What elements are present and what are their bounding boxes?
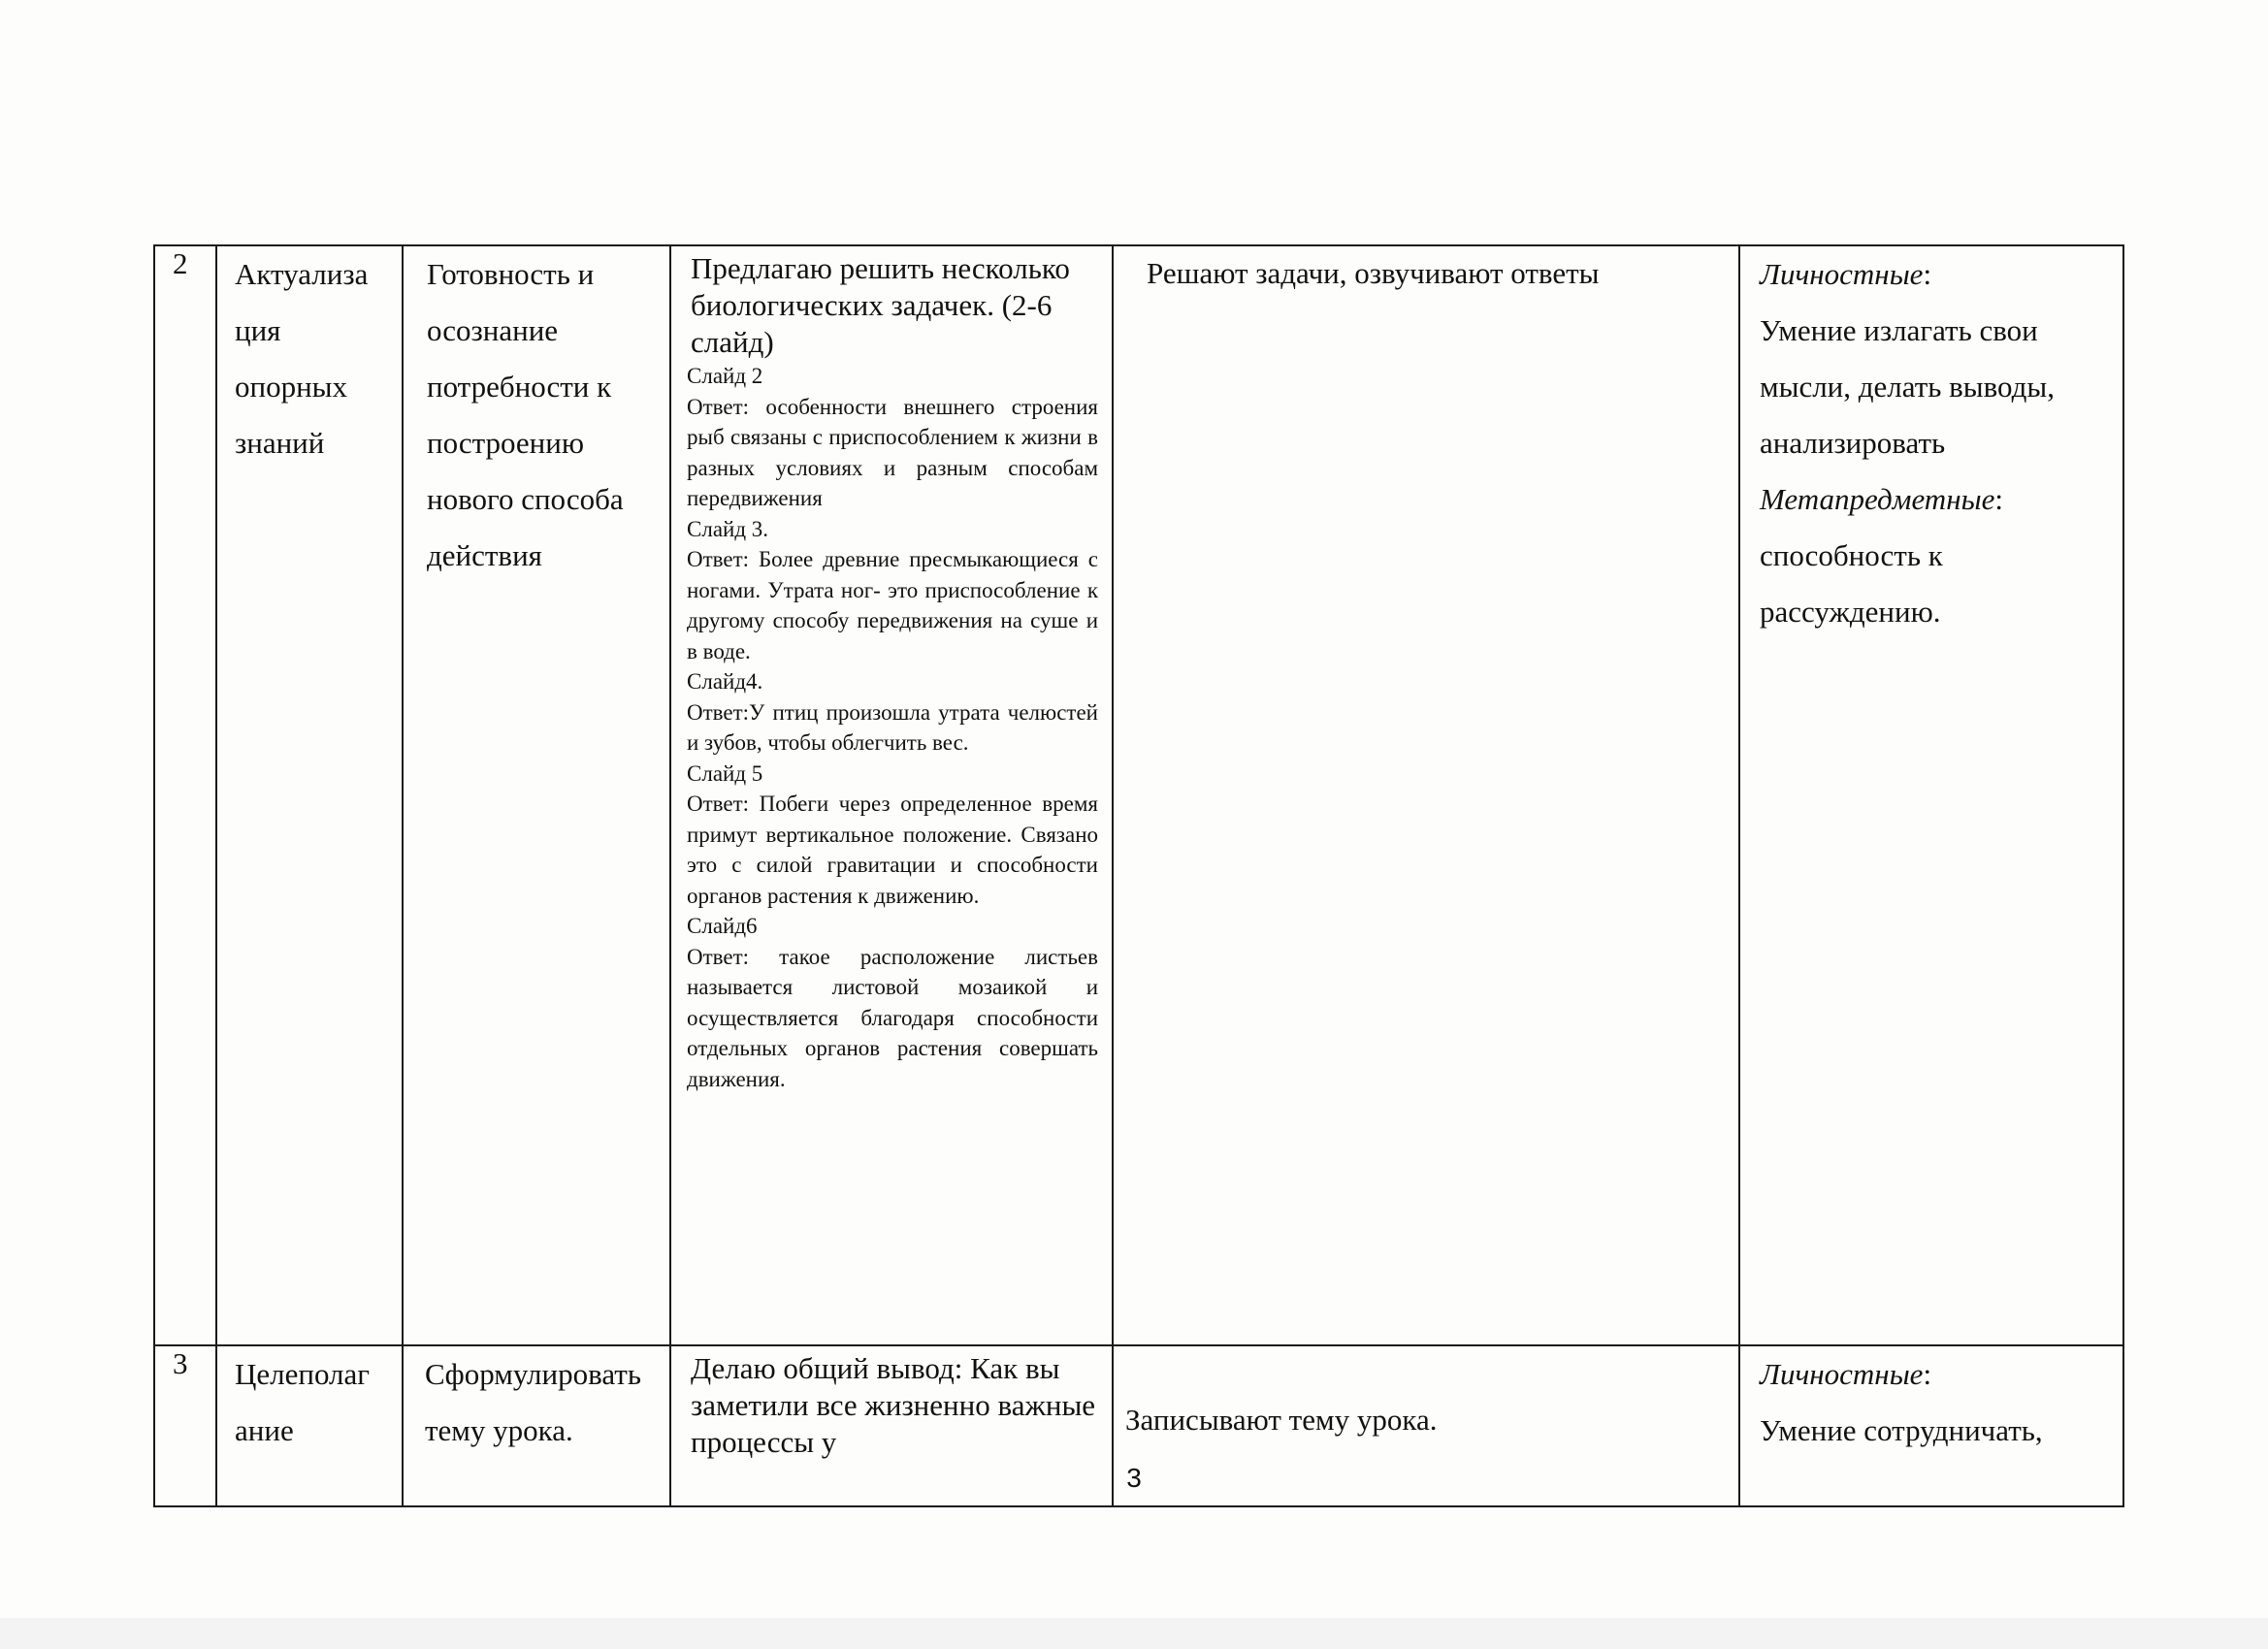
stage-name-line: Целеполаг (235, 1357, 371, 1391)
slide-answer: Ответ: Более древние пресмыкающиеся с ногами. Утрата ног- это приспособление к другому способу передвижения на суше и в воде. (687, 547, 1098, 663)
uud-cell (1739, 245, 2123, 1345)
table-row (154, 245, 2123, 1345)
goal-line: Готовность и (427, 257, 595, 291)
slide-answer: Ответ: особенности внешнего строения рыб связаны с приспособлением к жизни в разных условиях и разным способам передвижения (687, 394, 1098, 510)
slide-answer: Ответ:У птиц произошла утрата челюстей и зубов, чтобы облегчить вес. (687, 699, 1098, 755)
uud-personal-label: Личностные (1760, 257, 1924, 291)
stage-goal (403, 245, 670, 1345)
scan-bottom-strip (0, 1618, 2268, 1649)
goal-line: действия (427, 538, 542, 572)
pupil-activity: Решают задачи, озвучивают ответы (1113, 245, 1739, 1345)
uud-meta-text: способность к рассуждению. (1760, 538, 1943, 629)
slide-answer: Ответ: такое расположение листьев называется листовой мозаикой и осуществляется благодаря способности отдельных органов растения совершать движения. (687, 944, 1098, 1091)
goal-line: Сформулировать (425, 1357, 641, 1391)
pupil-activity: Записывают тему урока. (1113, 1345, 1739, 1506)
stage-number: 3 (154, 1345, 216, 1506)
page-number: 3 (1126, 1463, 1142, 1493)
goal-line: тему урока. (425, 1413, 573, 1447)
uud-personal-text: Умение излагать свои мысли, делать выводы, анализировать (1760, 313, 2056, 460)
uud-personal-heading: Личностные: (1760, 1357, 1932, 1391)
slide-answer: Ответ: Побеги через определенное время примут вертикальное положение. Связано это с силой гравитации и способности органов растения к движению. (687, 792, 1098, 908)
stage-name-line: Актуализа (235, 257, 369, 291)
stage-name (216, 245, 403, 1345)
slide-label: Слайд 3. (687, 516, 769, 541)
uud-personal-text: Умение сотрудничать, (1760, 1413, 2043, 1447)
uud-meta-heading: Метапредметные: (1760, 482, 2003, 516)
goal-line: нового способа (427, 482, 624, 516)
slide-label: Слайд4. (687, 669, 763, 694)
teacher-details (671, 361, 1112, 1094)
slide-label: Слайд6 (687, 914, 758, 938)
slide-label: Слайд 2 (687, 364, 763, 388)
slide-label: Слайд 5 (687, 760, 763, 786)
stage-number: 2 (154, 245, 216, 1345)
goal-line: построению (427, 426, 585, 460)
teacher-activity (670, 245, 1113, 1345)
stage-name-line: знаний (235, 426, 325, 460)
teacher-intro: Делаю общий вывод: Как вы заметили все жизненно важные процессы у (691, 1351, 1096, 1459)
teacher-intro: Предлагаю решить несколько биологических задачек. (2-6 слайд) (691, 251, 1070, 359)
goal-line: осознание (427, 313, 559, 347)
stage-name-line: опорных (235, 370, 348, 404)
uud-personal-heading: Личностные: (1760, 257, 1932, 291)
lesson-plan-table (153, 244, 2124, 1507)
stage-name-line: ция (235, 313, 281, 347)
uud-meta-label: Метапредметные (1760, 482, 1995, 516)
stage-name-line: ание (235, 1413, 294, 1447)
goal-line: потребности к (427, 370, 612, 404)
uud-personal-label: Личностные (1760, 1357, 1924, 1391)
